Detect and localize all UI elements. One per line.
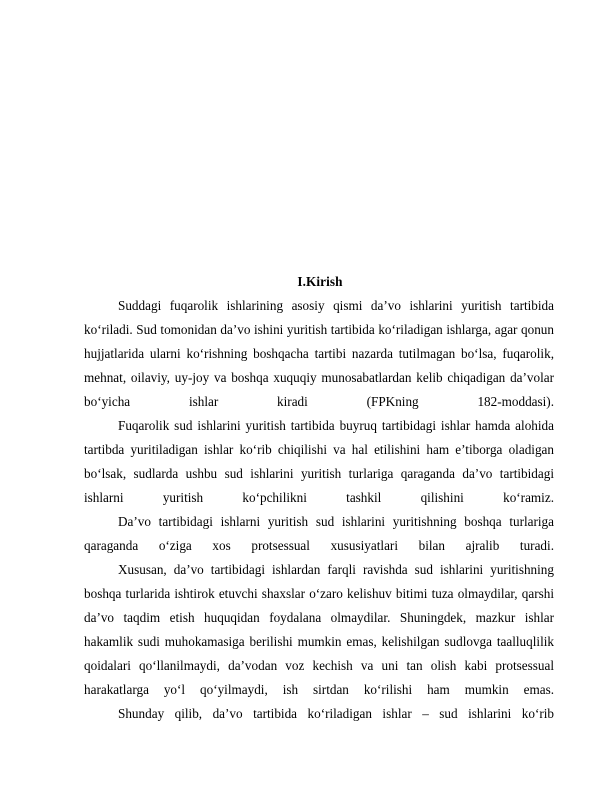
paragraph-4: Xususan, da’vo tartibidagi ishlardan farqli ravishda sud ishlarini yuritishning boshqa turlarida ishtirok etuvchi shaxslar o‘zaro kelishuv bitimi tuza olmaydilar, qarshi da’vo taqdim etish huquqidan foydalana olmaydilar. Shuningdek, mazkur ishlar hakamlik sudi muhokamasiga berilishi mumkin emas, kelishilgan sudlovga taalluqlilik qoidalari qo‘llanilmaydi, da’vodan voz kechish va uni tan olish kabi protsessual harakatlarga yo‘l qo‘yilmaydi, ish sirtdan ko‘rilishi ham mumkin emas. [84, 562, 554, 697]
document-body [84, 270, 554, 726]
paragraph-3: Da’vo tartibidagi ishlarni yuritish sud ishlarini yuritishning boshqa turlariga qaraganda o‘ziga xos protsessual xususiyatlari bilan ajralib turadi. [84, 514, 554, 553]
page-title: I.Kirish [297, 274, 343, 289]
paragraph-2: Fuqarolik sud ishlarini yuritish tartibida buyruq tartibidagi ishlar hamda alohida tartibda yuritiladigan ishlar ko‘rib chiqilishi va hal etilishini ham e’tiborga oladigan bo‘lsak, sudlarda ushbu sud ishlarini yuritish turlariga qaraganda da’vo tartibidagi ishlarni yuritish ko‘pchilikni tashkil qilishini ko‘ramiz. [84, 418, 554, 505]
paragraph-1: Suddagi fuqarolik ishlarining asosiy qismi da’vo ishlarini yuritish tartibida ko‘riladi. Sud tomonidan da’vo ishini yuritish tartibida ko‘riladigan ishlarga, agar qonun hujjatlarida ularni ko‘rishning boshqacha tartibi nazarda tutilmagan bo‘lsa, fuqarolik, mehnat, oilaviy, uy-joy va boshqa xuquqiy munosabatlardan kelib chiqadigan da’volar bo‘yicha ishlar kiradi (FPKning 182-moddasi). [84, 298, 554, 409]
paragraph-5: Shunday qilib, da’vo tartibida ko‘riladigan ishlar – sud ishlarini ko‘rib [118, 706, 554, 721]
